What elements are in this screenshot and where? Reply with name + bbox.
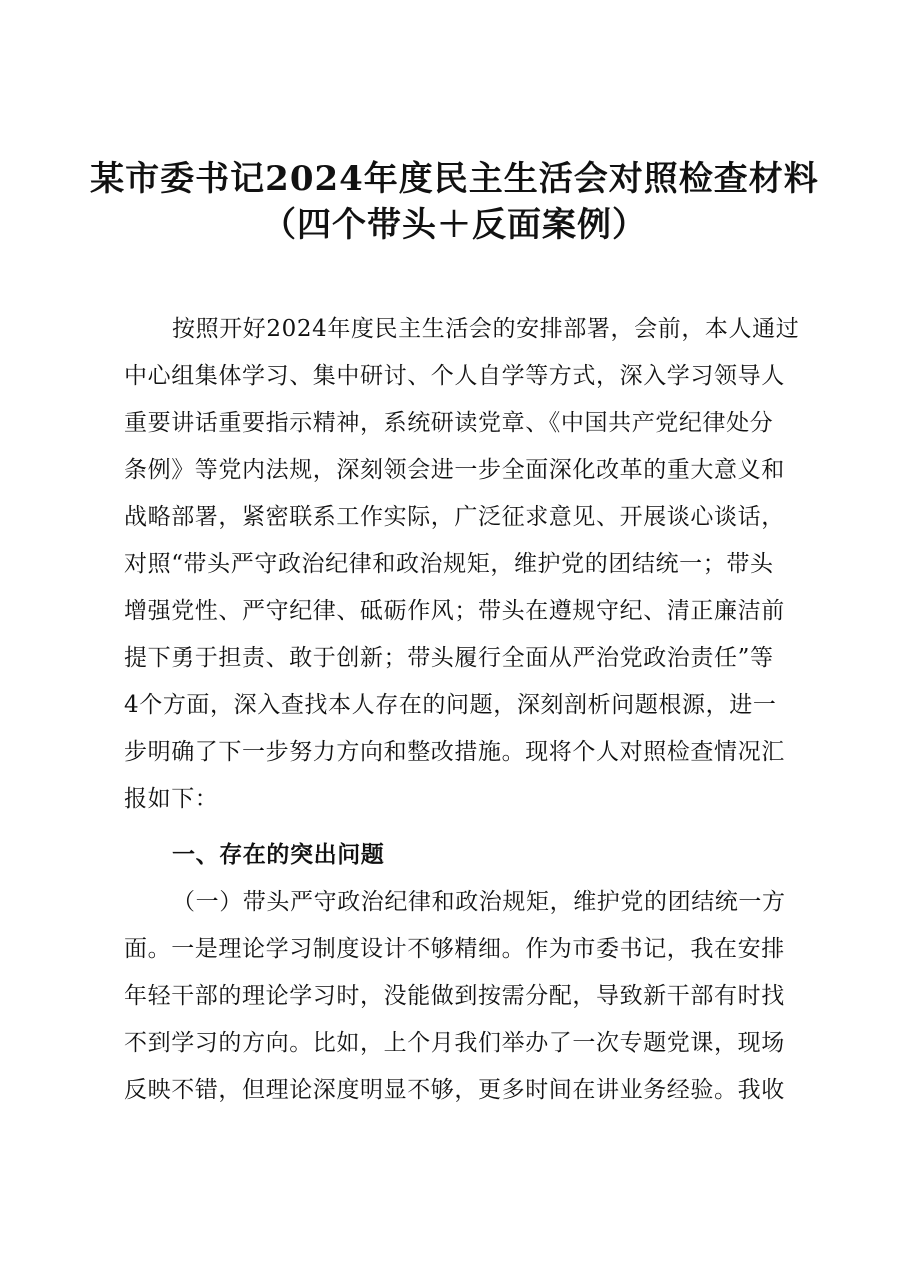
paragraph-line: 不到学习的方向。比如，上个月我们举办了一次专题党课，现场: [124, 1030, 785, 1056]
intro-paragraph: [124, 306, 800, 823]
paragraph-line: 条例》等党内法规，深刻领会进一步全面深化改革的重大意义和: [124, 457, 785, 483]
paragraph-line: 报如下：: [124, 786, 219, 812]
paragraph-line: 对照“带头严守政治纪律和政治规矩，维护党的团结统一；带头: [124, 551, 774, 577]
paragraph-line: 中心组集体学习、集中研讨、个人自学等方式，深入学习领导人: [124, 363, 785, 389]
section-paragraph: [124, 879, 800, 1114]
document-title: 某市委书记2024年度民主生活会对照检查材料: [90, 159, 819, 199]
paragraph-line: 步明确了下一步努力方向和整改措施。现将个人对照检查情况汇: [124, 739, 785, 765]
paragraph-line: 4个方面，深入查找本人存在的问题，深刻剖析问题根源，进一: [124, 692, 777, 718]
paragraph-line: 按照开好2024年度民主生活会的安排部署，会前，本人通过: [172, 316, 800, 342]
paragraph-line: 重要讲话重要指示精神，系统研读党章、《中国共产党纪律处分: [124, 410, 774, 436]
document-subtitle: （四个带头＋反面案例）: [262, 205, 647, 245]
paragraph-line: 面。一是理论学习制度设计不够精细。作为市委书记，我在安排: [124, 936, 785, 962]
paragraph-line: 战略部署，紧密联系工作实际，广泛征求意见、开展谈心谈话，: [124, 504, 785, 530]
paragraph-line: 反映不错，但理论深度明显不够，更多时间在讲业务经验。我收: [124, 1077, 785, 1103]
paragraph-line: 年轻干部的理论学习时，没能做到按需分配，导致新干部有时找: [124, 983, 785, 1009]
paragraph-line: 提下勇于担责、敢于创新；带头履行全面从严治党政治责任”等: [124, 645, 774, 671]
paragraph-line: 增强党性、严守纪律、砥砺作风；带头在遵规守纪、清正廉洁前: [124, 598, 785, 624]
section-heading: 一、存在的突出问题: [172, 842, 385, 868]
paragraph-line: （一）带头严守政治纪律和政治规矩，维护党的团结统一方: [172, 889, 786, 915]
